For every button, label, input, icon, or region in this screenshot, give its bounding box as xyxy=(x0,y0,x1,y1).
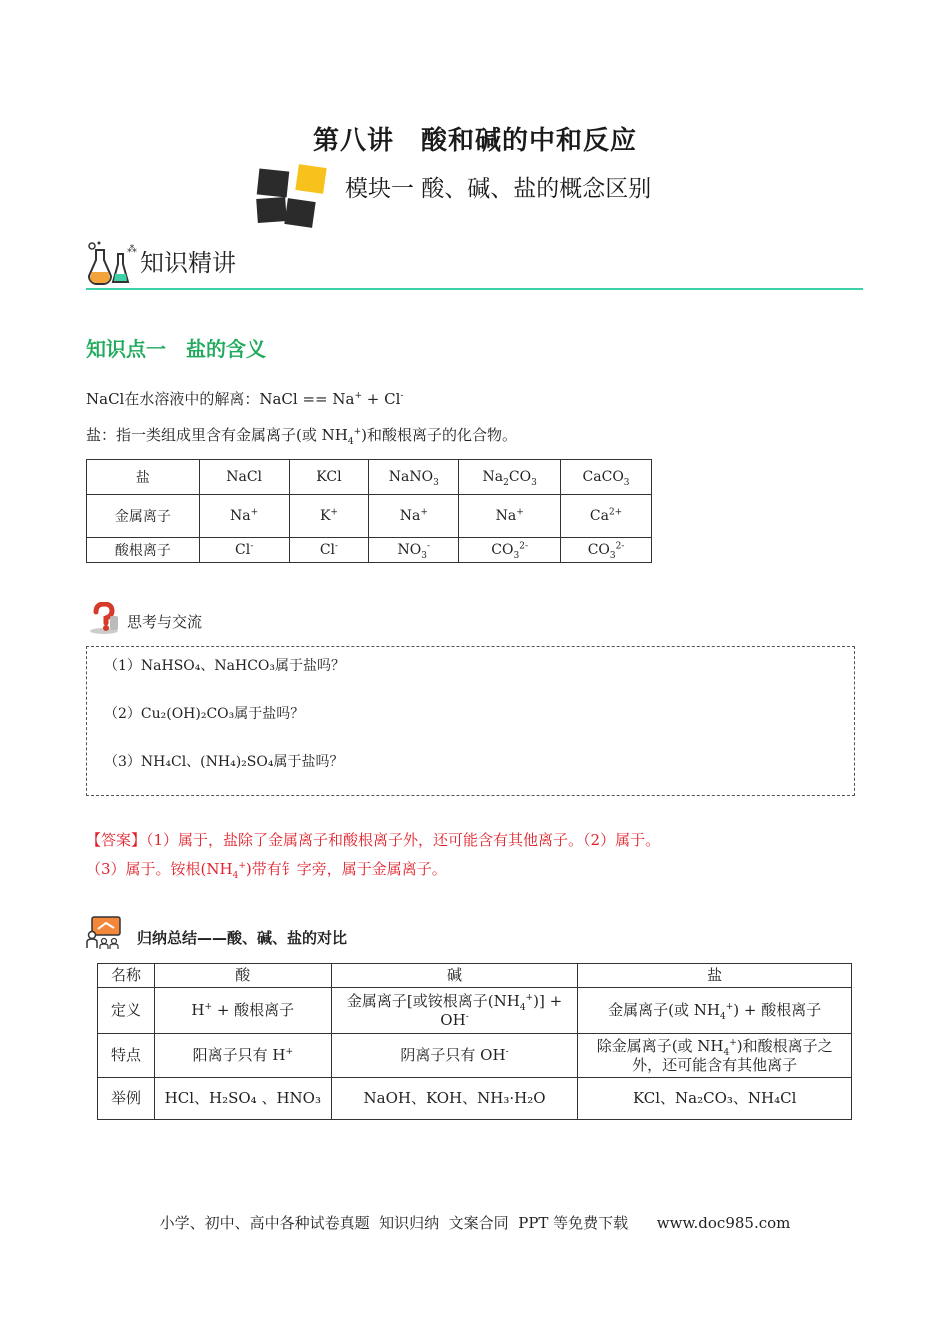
header-cell: 盐 xyxy=(578,964,852,988)
salt-cell: KCl xyxy=(289,460,369,495)
module-title: 模块一 酸、碱、盐的概念区别 xyxy=(345,176,652,202)
table-row xyxy=(98,988,852,1034)
base-feature: 阴离子只有 OH- xyxy=(331,1034,578,1078)
salt-ion-table xyxy=(86,459,652,563)
section-divider xyxy=(86,288,863,290)
salt-cell: $Na_2CO_3$ xyxy=(459,460,561,495)
row-label: 定义 xyxy=(98,988,155,1034)
page-title: 第八讲 酸和碱的中和反应 xyxy=(312,126,637,156)
think-label: 思考与交流 xyxy=(127,613,203,631)
salt-cell: NaCl xyxy=(199,460,289,495)
table-row xyxy=(87,538,652,563)
acid-feature: 阳离子只有 H+ xyxy=(154,1034,331,1078)
table-row xyxy=(98,1034,852,1078)
teacher-board-icon xyxy=(86,915,122,949)
section-heading: 知识精讲 xyxy=(140,249,236,277)
table-row xyxy=(98,964,852,988)
question-mark-icon xyxy=(88,602,122,634)
row-label: 特点 xyxy=(98,1034,155,1078)
summary-label: 归纳总结——酸、碱、盐的对比 xyxy=(137,929,348,947)
acid-base-salt-table xyxy=(97,963,852,1120)
salt-cell: CaCO$_3$ xyxy=(561,460,652,495)
answer-line-2: （3）属于。铵根$(NH_4^+)$带有钅字旁，属于金属离子。 xyxy=(86,860,447,881)
acid-definition: H+ + 酸根离子 xyxy=(154,988,331,1034)
question-2: （2）Cu₂(OH)₂CO₃属于盐吗？ xyxy=(104,706,305,722)
metal-ion-cell: Na+ xyxy=(459,495,561,538)
footer-text: 小学、初中、高中各种试卷真题 知识归纳 文案合同 PPT 等免费下载 www.doc985.com xyxy=(159,1214,791,1232)
question-1: （1）NaHSO₄、NaHCO₃属于盐吗？ xyxy=(104,658,346,674)
acid-ion-cell: Cl- xyxy=(289,538,369,563)
question-3: （3）NH₄Cl、(NH₄)₂SO₄属于盐吗？ xyxy=(104,754,344,770)
salt-definition: 盐：指一类组成里含有金属离子(或 $NH_4^+$)和酸根离子的化合物。 xyxy=(86,426,517,447)
acid-examples: HCl、H₂SO₄ 、HNO₃ xyxy=(154,1078,331,1120)
salt-examples: KCl、Na₂CO₃、NH₄Cl xyxy=(578,1078,852,1120)
table-row xyxy=(87,460,652,495)
header-cell: 酸 xyxy=(154,964,331,988)
base-definition: 金属离子[或铵根离子$(NH_4^+)$] + OH- xyxy=(331,988,578,1034)
row-label: 酸根离子 xyxy=(87,538,200,563)
metal-ion-cell: Na+ xyxy=(369,495,459,538)
salt-cell: NaNO$_3$ xyxy=(369,460,459,495)
acid-ion-cell: Cl- xyxy=(199,538,289,563)
answer-line-1: 【答案】（1）属于，盐除了金属离子和酸根离子外，还可能含有其他离子。（2）属于。 xyxy=(86,831,661,849)
salt-feature: 除金属离子(或 $NH_4^+$)和酸根离子之 外，还可能含有其他离子 xyxy=(578,1034,852,1078)
ionization-equation: NaCl在水溶液中的解离：NaCl == Na+ + Cl- xyxy=(86,390,404,408)
flask-icon xyxy=(86,240,138,286)
row-label: 金属离子 xyxy=(87,495,200,538)
knowledge-point-title: 知识点一 盐的含义 xyxy=(86,337,266,361)
salt-definition-cell: 金属离子(或 $NH_4^+$) + 酸根离子 xyxy=(578,988,852,1034)
table-row xyxy=(87,495,652,538)
base-examples: NaOH、KOH、NH₃·H₂O xyxy=(331,1078,578,1120)
header-cell: 名称 xyxy=(98,964,155,988)
svg-text:⁂: ⁂ xyxy=(127,244,137,255)
acid-ion-cell: $NO_3^-$ xyxy=(369,538,459,563)
acid-ion-cell: $CO_3^{2-}$ xyxy=(561,538,652,563)
metal-ion-cell: Na+ xyxy=(199,495,289,538)
table-row xyxy=(98,1078,852,1120)
metal-ion-cell: K+ xyxy=(289,495,369,538)
header-cell: 碱 xyxy=(331,964,578,988)
row-label: 举例 xyxy=(98,1078,155,1120)
metal-ion-cell: $Ca^{2+}$ xyxy=(561,495,652,538)
acid-ion-cell: $CO_3^{2-}$ xyxy=(459,538,561,563)
row-label: 盐 xyxy=(87,460,200,495)
